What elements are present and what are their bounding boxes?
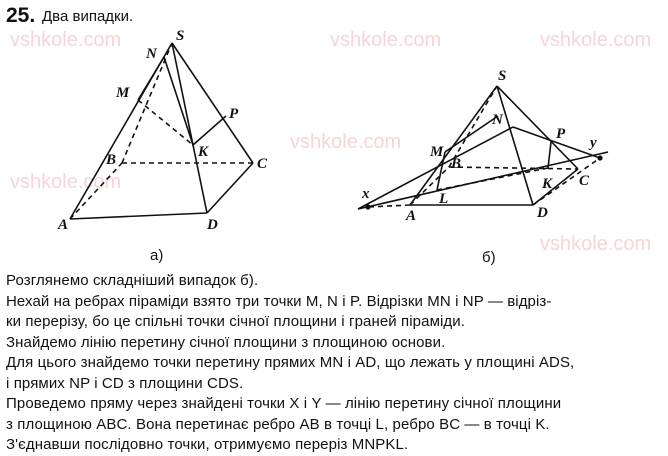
label-M: M: [116, 85, 130, 101]
edge-BC: [449, 167, 578, 169]
watermark: vshkole.com: [330, 29, 442, 51]
label-B: B: [451, 156, 462, 172]
label-A: A: [406, 208, 417, 224]
figure-a-labels: [57, 28, 268, 264]
solution-line: Нехай на ребрах піраміди взято три точки M, N і P. Відрізки MN і NP — відріз-: [6, 292, 552, 310]
segment-KP: [193, 116, 226, 145]
label-N: N: [146, 46, 157, 62]
label-K: K: [198, 144, 209, 160]
label-B: B: [106, 152, 117, 168]
label-D: D: [207, 217, 218, 233]
label-P: P: [229, 106, 239, 122]
label-S: S: [498, 68, 507, 84]
label-C: C: [579, 173, 590, 189]
edge-BS: [449, 86, 497, 167]
segment-NK: [164, 57, 193, 145]
problem-number: 25.: [6, 4, 36, 27]
caption-b: б): [482, 249, 496, 266]
solution-line: ки перерізу, бо це спільні точки січної площини і граней піраміди.: [6, 313, 466, 330]
edge-DC: [207, 163, 253, 213]
solution-line: з площиною ABC. Вона перетинає ребро AB в точці L, ребро BC — в точці K.: [6, 415, 550, 433]
label-P: P: [556, 126, 566, 142]
edge-AD: [70, 213, 207, 219]
solution-text: [6, 271, 666, 456]
figure-b-points: [365, 155, 602, 209]
solution-line: Для цього знайдемо точки перетину прямих MN і AD, що лежать у площині ADS,: [6, 354, 575, 371]
watermark: vshkole.com: [540, 29, 652, 51]
solution-line: Проведемо пряму через знайдені точки X і Y — лінію перетину січної площини: [6, 395, 562, 412]
label-K: K: [542, 176, 553, 192]
edge-DC: [533, 169, 578, 205]
watermark: vshkole.com: [290, 131, 402, 153]
problem-intro: Два випадки.: [42, 8, 134, 25]
solution-line: і прямих NP і CD з площини CDS.: [6, 374, 244, 392]
label-D: D: [537, 205, 548, 221]
point-y: [597, 155, 602, 160]
label-S: S: [176, 28, 185, 44]
solution-line: Знайдемо лінію перетину січної площини з площиною основи.: [6, 333, 446, 351]
label-N: N: [492, 112, 503, 128]
label-x: x: [362, 186, 370, 202]
solution-line: З'єднавши послідовно точки, отримуємо переріз MNPKL.: [6, 436, 409, 453]
caption-a: а): [150, 247, 164, 264]
solution-line: Розглянемо складніший випадок б).: [6, 272, 259, 289]
point-x: [365, 204, 370, 209]
label-M: M: [430, 144, 444, 160]
label-y: y: [590, 135, 597, 151]
watermark: vshkole.com: [10, 171, 122, 193]
label-C: C: [257, 156, 268, 172]
watermark: vshkole.com: [540, 233, 652, 255]
label-A: A: [58, 217, 69, 233]
label-L: L: [439, 191, 449, 207]
watermark: vshkole.com: [10, 29, 122, 51]
segment-KP: [548, 142, 551, 168]
